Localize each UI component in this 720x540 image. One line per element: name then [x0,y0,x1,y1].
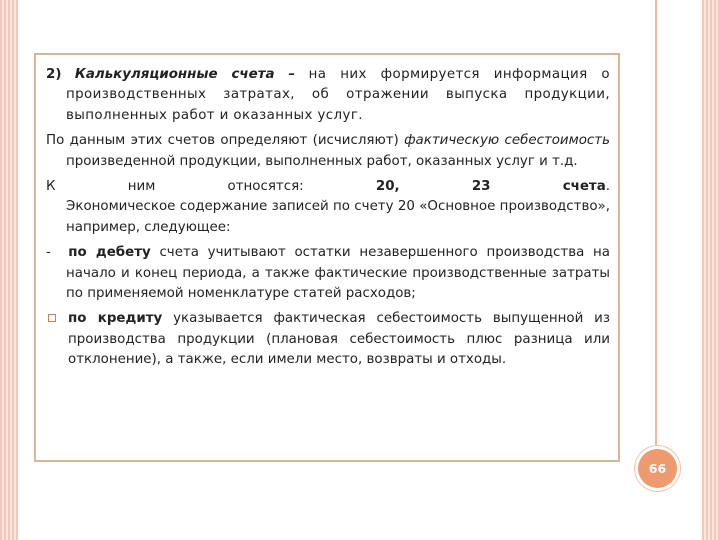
text-box [34,53,620,462]
word: ним [127,179,156,195]
slide-number-badge: 66 [638,449,677,488]
account-number: 20, [375,179,400,195]
paragraph-text: Экономическое содержание записей по счету 20 «Основное производство», например, следующее: [66,199,610,235]
dash-marker: - [46,245,51,261]
paragraph-text: указывается фактическая себестоимость выпущенной из производства продукции (плановая себестоимость плюс разница или отклонение), а также, если имели место, возвраты и отходы. [68,311,610,368]
term-credit: по кредиту [68,311,163,327]
paragraph-accounts-20-23 [46,177,610,238]
paragraph-text: счета учитывают остатки незавершенного производства на начало и конец периода, а также фактические производственные затраты по применяемой номенклатуре статей расходов; [66,245,611,302]
account-number: 23 [471,179,491,195]
vertical-accent-line [655,0,657,455]
left-decorative-stripe [0,0,18,540]
accounts-line [46,177,610,197]
word: относятся: [227,179,304,195]
accounts-word: счета [562,179,606,195]
period: . [605,179,610,195]
term-debit: по дебету [68,245,151,261]
paragraph-text: произведенной продукции, выполненных работ, оказанных услуг и т.д. [66,153,578,169]
paragraph-credit [46,309,610,370]
paragraph-debit [46,243,610,304]
right-decorative-stripe [702,0,720,540]
paragraph-text: По данным этих счетов определяют (исчисляют) [46,133,399,149]
paragraph-text: на них формируется информация о производственных затратах, об отражении выпуска продукции, выполненных работ и оказанных услуг. [66,67,610,123]
paragraph-calculation-accounts [46,65,610,126]
term-calculation-accounts: Калькуляционные счета – [74,67,296,82]
item-number: 2) [46,67,62,82]
square-bullet-icon [48,314,56,322]
word: К [46,179,56,195]
term-actual-cost: фактическую себестоимость [404,133,610,149]
paragraph-actual-cost [46,131,610,172]
